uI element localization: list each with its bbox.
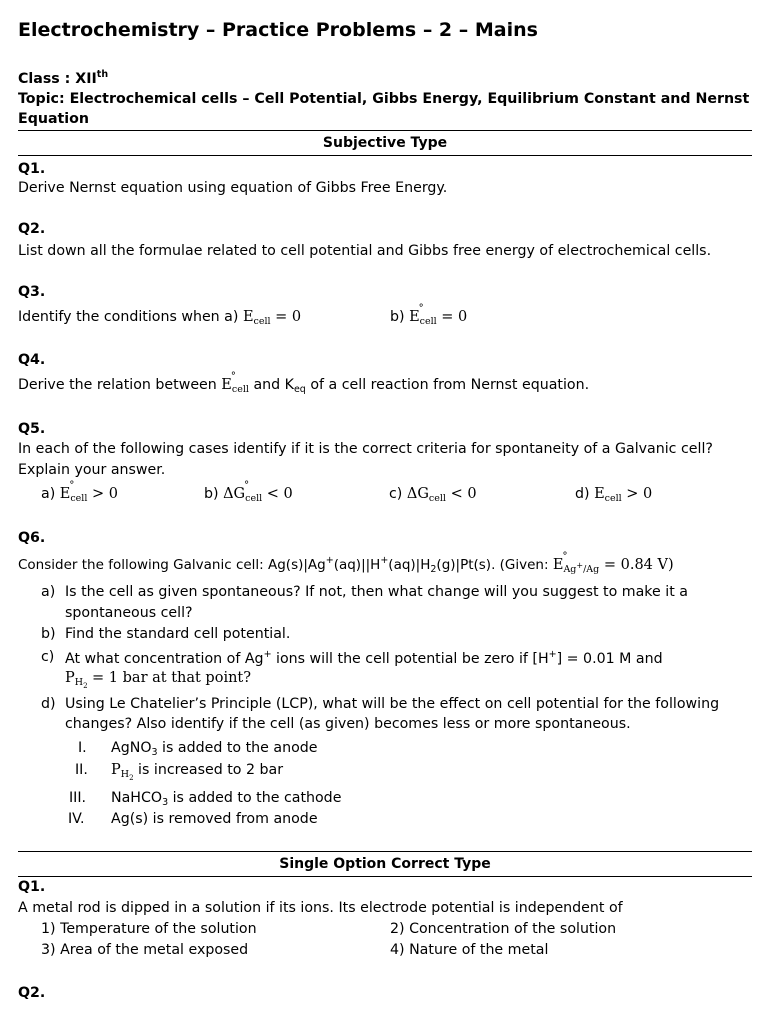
list-item: NaHCO$_3$ is added to the cathode [111,790,342,808]
answer-option: 2) Concentration of the solution [390,921,617,937]
topic-line-2: Equation [18,111,90,127]
q3-text: Identify the conditions when a) [18,309,239,325]
roman-numeral: IV. [68,811,85,827]
e-cell-standard-symbol: E ° $_{cell}$ [221,371,249,395]
question-text: Explain your answer. [18,462,166,478]
answer-option: 1) Temperature of the solution [41,921,257,937]
q6-part-label: b) [41,626,56,642]
answer-option: 4) Nature of the metal [390,942,549,958]
question-text: A metal rod is dipped in a solution if its ions. Its electrode potential is independent of [18,900,623,916]
q5-option-c: c) $\Delta G_{cell} < 0$ [389,486,477,504]
question-label: Q2. [18,985,46,1001]
class-line [18,69,108,87]
q3-option-b [390,303,468,327]
question-label: Q1. [18,879,46,895]
q6-intro: Consider the following Galvanic cell: $Ag(s)|Ag^+(aq)||H^+(aq)|H_2(g)|Pt(s)$. (Given: E ° $_{Ag^+/Ag}$ = 0.84 V) [18,551,674,575]
q6-part-d-line2: changes? Also identify if the cell (as given) becomes less or more spontaneous. [65,716,631,732]
answer-option: 3) Area of the metal exposed [41,942,249,958]
question-label: Q6. [18,530,46,546]
question-text: Derive Nernst equation using equation of Gibbs Free Energy. [18,180,448,196]
page-title: Electrochemistry – Practice Problems – 2 – Mains [18,19,538,41]
section-heading-single-option: Single Option Correct Type [279,856,491,872]
class-sup: th [96,69,109,80]
question-label: Q2. [18,221,46,237]
list-item: Ag(s) is removed from anode [111,811,318,827]
roman-numeral: I. [78,740,87,756]
q6-part-label: a) [41,584,56,600]
topic-line-1: Topic: Electrochemical cells – Cell Potential, Gibbs Energy, Equilibrium Constant and Nernst [18,91,750,107]
q6-part-a-line2: spontaneous cell? [65,605,193,621]
q6-part-c-line2: $P_{H_2} = 1$ bar at that point? [65,670,252,690]
list-item: $P_{H_2}$ is increased to 2 bar [111,762,284,782]
question-text: Derive the relation between E ° $_{cell}$ and $K_{eq}$ of a cell reaction from Nernst equation. [18,371,590,395]
roman-numeral: III. [69,790,87,806]
q5-option-a: a) E ° $_{cell}$ > 0 [41,480,118,504]
divider [18,130,752,131]
list-item: AgNO$_3$ is added to the anode [111,740,318,758]
divider [18,876,752,877]
q6-part-label: c) [41,649,55,665]
class-label: Class : XII [18,71,97,87]
question-text: In each of the following cases identify if it is the correct criteria for spontaneity of a Galvanic cell? [18,441,713,457]
q6-part-a-line1: Is the cell as given spontaneous? If not, then what change will you suggest to make it a [65,584,688,600]
roman-numeral: II. [75,762,88,778]
divider [18,851,752,852]
divider [18,155,752,156]
question-text [18,309,301,327]
question-label: Q4. [18,352,46,368]
section-heading-subjective: Subjective Type [322,135,448,151]
q5-option-d: d) $E_{cell} > 0$ [575,486,653,504]
q5-option-b: b) ΔG ° $_{cell}$ < 0 [204,480,293,504]
question-label: Q1. [18,161,46,177]
question-text: List down all the formulae related to cell potential and Gibbs free energy of electrochemical cells. [18,243,712,259]
question-label: Q3. [18,284,46,300]
q6-part-label: d) [41,696,56,712]
e-cell-standard-symbol: E ° $_{cell}$ = 0 [409,303,468,327]
q6-part-d-line1: Using Le Chatelier’s Principle (LCP), what will be the effect on cell potential for the following [65,696,720,712]
option-label: b) [390,309,405,325]
q6-part-c-line1: At what concentration of Ag+ ions will the cell potential be zero if [H+] = 0.01 M and [65,649,663,667]
e-cell-symbol: $E_{cell} = 0$ [242,309,302,327]
q6-part-b: Find the standard cell potential. [65,626,291,642]
question-label: Q5. [18,421,46,437]
